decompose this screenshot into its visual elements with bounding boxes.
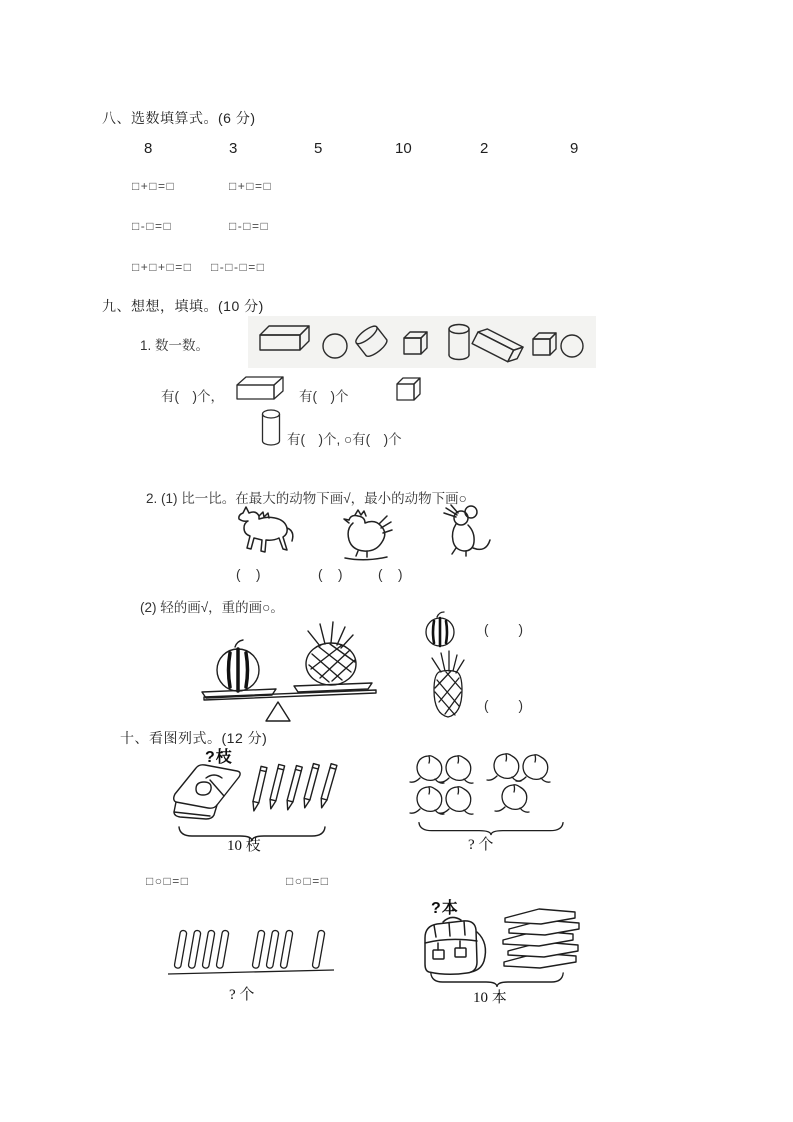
equation-blank: □-□=□ — [132, 219, 173, 233]
section8-title: 八、选数填算式。(6 分) — [102, 110, 256, 126]
watermelon-icon — [217, 640, 259, 691]
compare-question-label: 2. (1) 比一比。在最大的动物下画√，最小的动物下画○ — [146, 491, 467, 506]
pencil-icon — [319, 764, 337, 809]
cylinder-icon — [261, 408, 281, 448]
cuboid-icon — [236, 375, 284, 401]
weight-answer-blank: ( ) — [484, 622, 524, 637]
cube-icon — [404, 332, 427, 354]
equation-blank: □-□-□=□ — [211, 260, 266, 274]
picture-equation-blank: □○□=□ — [146, 874, 190, 888]
peach-icon — [439, 787, 473, 814]
pencil-icon — [285, 766, 302, 811]
peach-icon — [516, 755, 550, 782]
peach-icon — [439, 756, 473, 783]
stick-icon — [252, 930, 265, 969]
animal-answer-blank: ( ) — [378, 567, 404, 582]
weight-answer-blank: ( ) — [484, 698, 524, 713]
cube-icon — [533, 333, 556, 355]
book-total-label: 10 本 — [473, 990, 507, 1006]
choice-number: 2 — [480, 140, 489, 157]
count-question-label: 1. 数一数。 — [140, 338, 210, 353]
equation-blank: □-□=□ — [229, 219, 270, 233]
pencil-icon — [268, 764, 285, 809]
cylinder-icon — [449, 325, 469, 360]
choice-number: 3 — [229, 140, 238, 157]
peach-icon — [410, 787, 444, 814]
tilted-cuboid-icon — [472, 326, 523, 365]
choice-number: 9 — [570, 140, 579, 157]
horse-icon — [235, 505, 297, 567]
stick-icon — [202, 930, 215, 969]
peach-icon — [487, 754, 521, 781]
weight-question-label: (2) 轻的画√，重的画○。 — [140, 600, 284, 615]
stick-icon — [188, 930, 201, 969]
stick-total-label: ? 个 — [229, 987, 255, 1003]
pencil-total-label: 10 枝 — [227, 838, 261, 854]
sphere-icon — [561, 335, 583, 357]
pineapple-icon — [427, 650, 469, 720]
stick-icon — [216, 930, 229, 969]
chicken-icon — [335, 509, 393, 565]
book-unknown-label: ?本 — [431, 900, 459, 917]
peaches-figure — [410, 753, 568, 823]
equation-blank: □+□=□ — [132, 179, 176, 193]
animal-answer-blank: ( ) — [318, 567, 344, 582]
pencil-unknown-label: ?枝 — [205, 749, 233, 766]
equation-blank: □+□=□ — [229, 179, 273, 193]
stick-icon — [174, 930, 187, 969]
sphere-icon — [323, 334, 347, 358]
pencil-box-figure — [166, 756, 334, 826]
choice-number: 5 — [314, 140, 323, 157]
book-stack-icon — [500, 900, 582, 972]
pineapple-icon — [306, 622, 356, 685]
peach-icon — [410, 756, 444, 783]
animal-answer-blank: ( ) — [236, 567, 262, 582]
peach-total-label: ? 个 — [468, 837, 494, 853]
section9-title: 九、想想，填填。(10 分) — [102, 298, 264, 314]
watermelon-icon — [422, 611, 458, 649]
equation-blank: □+□+□=□ — [132, 260, 193, 274]
fulcrum-triangle — [266, 702, 290, 721]
shapes-row-figure — [250, 318, 592, 366]
picture-equation-blank: □○□=□ — [286, 874, 330, 888]
backpack-icon — [419, 910, 491, 976]
stick-icon — [312, 930, 325, 969]
tilted-cylinder-icon — [353, 323, 389, 359]
mouse-icon — [442, 504, 492, 558]
choice-number: 8 — [144, 140, 153, 157]
line-under-sticks — [167, 968, 335, 976]
balance-scale-figure — [192, 610, 400, 724]
peach-icon — [495, 785, 529, 812]
pencil-icon — [302, 764, 319, 809]
cube-icon — [396, 376, 422, 402]
pencil-box-icon — [174, 765, 240, 819]
cuboid-icon — [260, 326, 309, 350]
stick-icon — [280, 930, 293, 969]
pencil-icon — [251, 766, 267, 811]
count-blank-1: 有( )个， — [161, 389, 224, 404]
section10-title: 十、看图列式。(12 分) — [120, 730, 268, 746]
count-blank-2: 有( )个 — [299, 389, 349, 404]
choice-number: 10 — [395, 140, 412, 157]
stick-icon — [266, 930, 279, 969]
count-blank-3: 有( )个, ○有( )个 — [287, 432, 402, 447]
